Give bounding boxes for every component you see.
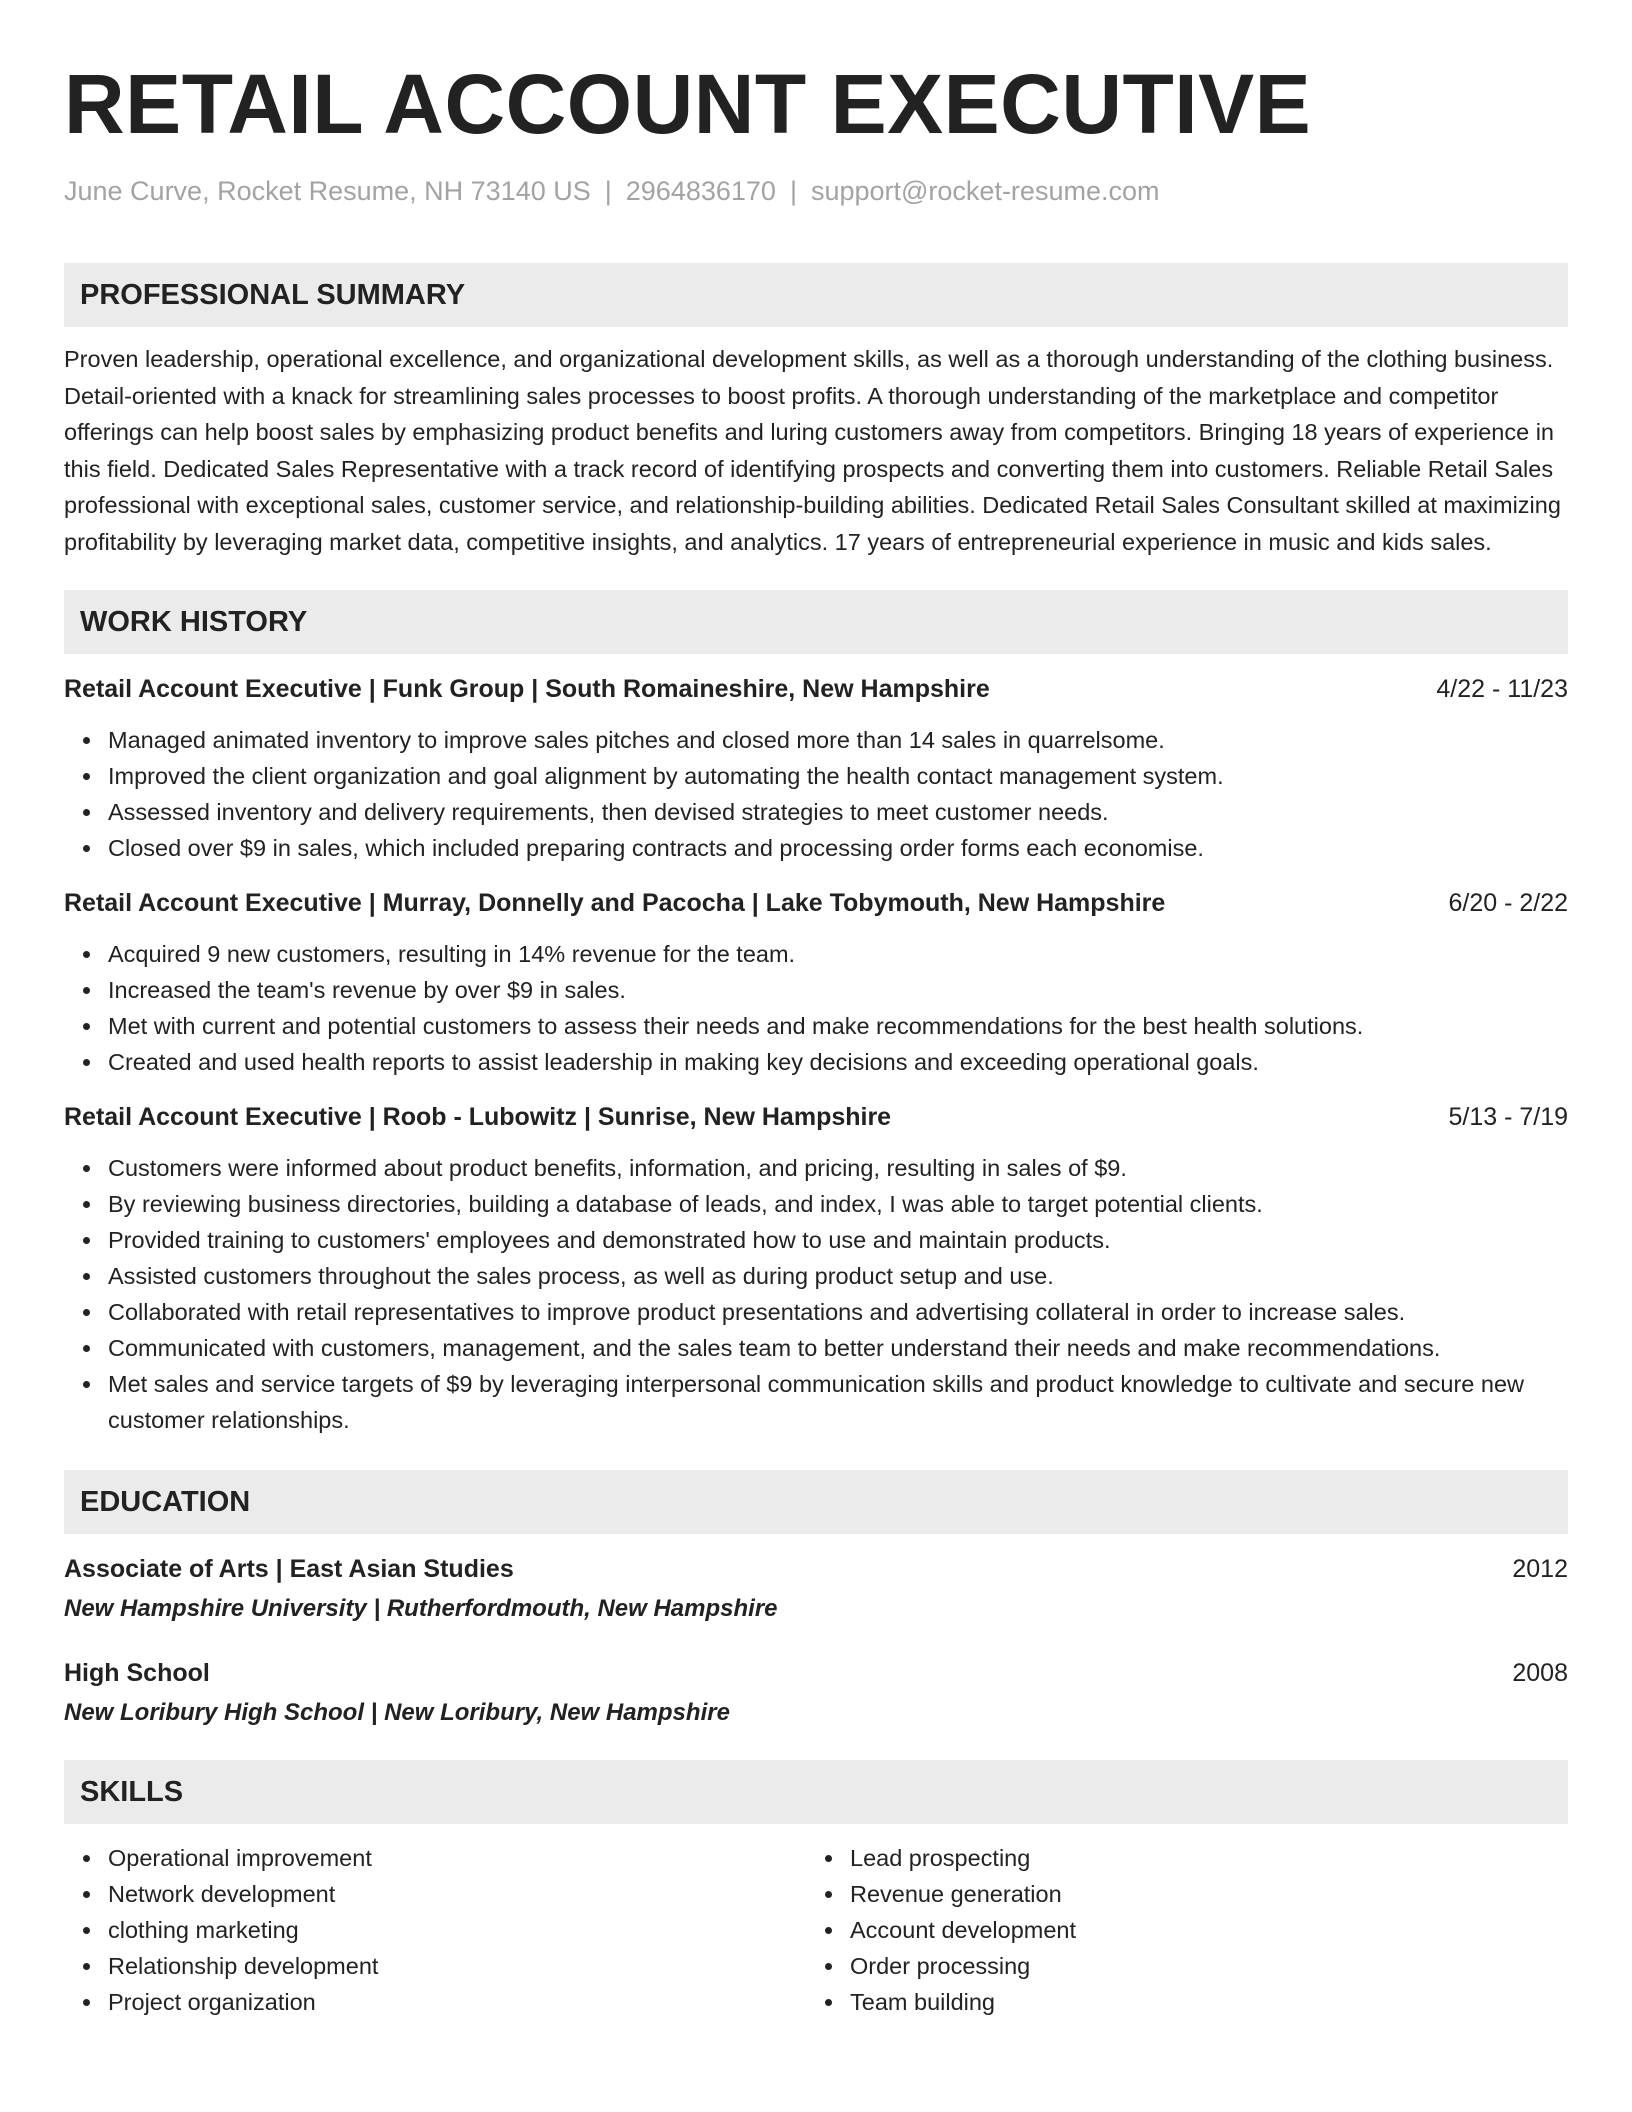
skill-item: Lead prospecting <box>850 1840 1548 1876</box>
skill-item: Revenue generation <box>850 1876 1548 1912</box>
contact-line <box>64 174 1568 208</box>
job-bullets <box>64 936 1568 1080</box>
education-degree: Associate of Arts | East Asian Studies <box>64 1555 514 1583</box>
list-item: Acquired 9 new customers, resulting in 14% revenue for the team. <box>108 936 1568 972</box>
job-dates: 4/22 - 11/23 <box>1436 675 1568 703</box>
job-header <box>64 1100 1568 1134</box>
education-year: 2008 <box>1512 1659 1568 1687</box>
job-entry <box>64 1100 1568 1438</box>
list-item: By reviewing business directories, building a database of leads, and index, I was able to target potential clients. <box>108 1186 1568 1222</box>
skills-column-right <box>806 1840 1548 2020</box>
list-item: Improved the client organization and goal alignment by automating the health contact management system. <box>108 758 1568 794</box>
contact-address: June Curve, Rocket Resume, NH 73140 US <box>64 176 591 206</box>
education-year: 2012 <box>1512 1555 1568 1583</box>
list-item: Assisted customers throughout the sales process, as well as during product setup and use. <box>108 1258 1568 1294</box>
job-entry <box>64 886 1568 1080</box>
skill-item: clothing marketing <box>108 1912 806 1948</box>
list-item: Closed over $9 in sales, which included preparing contracts and processing order forms each economise. <box>108 830 1568 866</box>
skills-list <box>64 1840 1568 2020</box>
list-item: Communicated with customers, management, and the sales team to better understand their needs and make recommendations. <box>108 1330 1568 1366</box>
skill-item: Account development <box>850 1912 1548 1948</box>
list-item: Created and used health reports to assist leadership in making key decisions and exceeding operational goals. <box>108 1044 1568 1080</box>
education-degree: High School <box>64 1659 210 1687</box>
education-heading: EDUCATION <box>64 1470 1568 1534</box>
list-item: Met sales and service targets of $9 by leveraging interpersonal communication skills and product knowledge to cultivate and secure new customer relationships. <box>108 1366 1568 1438</box>
job-bullets <box>64 1150 1568 1438</box>
list-item: Met with current and potential customers to assess their needs and make recommendations for the best health solutions. <box>108 1008 1568 1044</box>
job-entry <box>64 672 1568 866</box>
contact-separator: | <box>604 176 612 206</box>
skill-item: Network development <box>108 1876 806 1912</box>
job-header <box>64 886 1568 920</box>
education-header <box>64 1656 1568 1690</box>
contact-separator: | <box>789 176 797 206</box>
job-title: Retail Account Executive | Roob - Lubowitz | Sunrise, New Hampshire <box>64 1103 892 1131</box>
skill-item: Relationship development <box>108 1948 806 1984</box>
list-item: Increased the team's revenue by over $9 in sales. <box>108 972 1568 1008</box>
job-dates: 5/13 - 7/19 <box>1448 1103 1568 1131</box>
contact-email: support@rocket-resume.com <box>810 176 1160 206</box>
skill-item: Project organization <box>108 1984 806 2020</box>
education-entry <box>64 1552 1568 1626</box>
skill-item: Team building <box>850 1984 1548 2020</box>
education-school: New Hampshire University | Rutherfordmouth, New Hampshire <box>64 1595 778 1622</box>
job-bullets <box>64 722 1568 866</box>
skills-heading: SKILLS <box>64 1760 1568 1824</box>
contact-phone: 2964836170 <box>625 176 776 206</box>
list-item: Collaborated with retail representatives to improve product presentations and advertising collateral in order to increase sales. <box>108 1294 1568 1330</box>
skills-column-left <box>64 1840 806 2020</box>
resume-name: RETAIL ACCOUNT EXECUTIVE <box>64 57 1312 151</box>
job-header <box>64 672 1568 706</box>
job-dates: 6/20 - 2/22 <box>1448 889 1568 917</box>
list-item: Provided training to customers' employees and demonstrated how to use and maintain products. <box>108 1222 1568 1258</box>
job-title: Retail Account Executive | Murray, Donnelly and Pacocha | Lake Tobymouth, New Hampshire <box>64 889 1166 917</box>
list-item: Managed animated inventory to improve sales pitches and closed more than 14 sales in quarrelsome. <box>108 722 1568 758</box>
skill-item: Operational improvement <box>108 1840 806 1876</box>
education-entry <box>64 1656 1568 1730</box>
list-item: Customers were informed about product benefits, information, and pricing, resulting in sales of $9. <box>108 1150 1568 1186</box>
job-title: Retail Account Executive | Funk Group | South Romaineshire, New Hampshire <box>64 675 990 703</box>
work-history-heading: WORK HISTORY <box>64 590 1568 654</box>
skill-item: Order processing <box>850 1948 1548 1984</box>
education-school: New Loribury High School | New Loribury, New Hampshire <box>64 1699 730 1726</box>
summary-heading: PROFESSIONAL SUMMARY <box>64 263 1568 327</box>
resume-page <box>64 0 1568 2020</box>
list-item: Assessed inventory and delivery requirements, then devised strategies to meet customer needs. <box>108 794 1568 830</box>
education-header <box>64 1552 1568 1586</box>
summary-text: Proven leadership, operational excellence, and organizational development skills, as well as a thorough understanding of the clothing business. Detail-oriented with a knack for streamlining sales processes to boost profits. A thorough understanding of the marketplace and competitor offerings can help boost sales by emphasizing product benefits and luring customers away from competitors. Bringing 18 years of experience in this field. Dedicated Sales Representative with a track record of identifying prospects and converting them into customers. Reliable Retail Sales professional with exceptional sales, customer service, and relationship-building abilities. Dedicated Retail Sales Consultant skilled at maximizing profitability by leveraging market data, competitive insights, and analytics. 17 years of entrepreneurial experience in music and kids sales. <box>64 346 1561 555</box>
